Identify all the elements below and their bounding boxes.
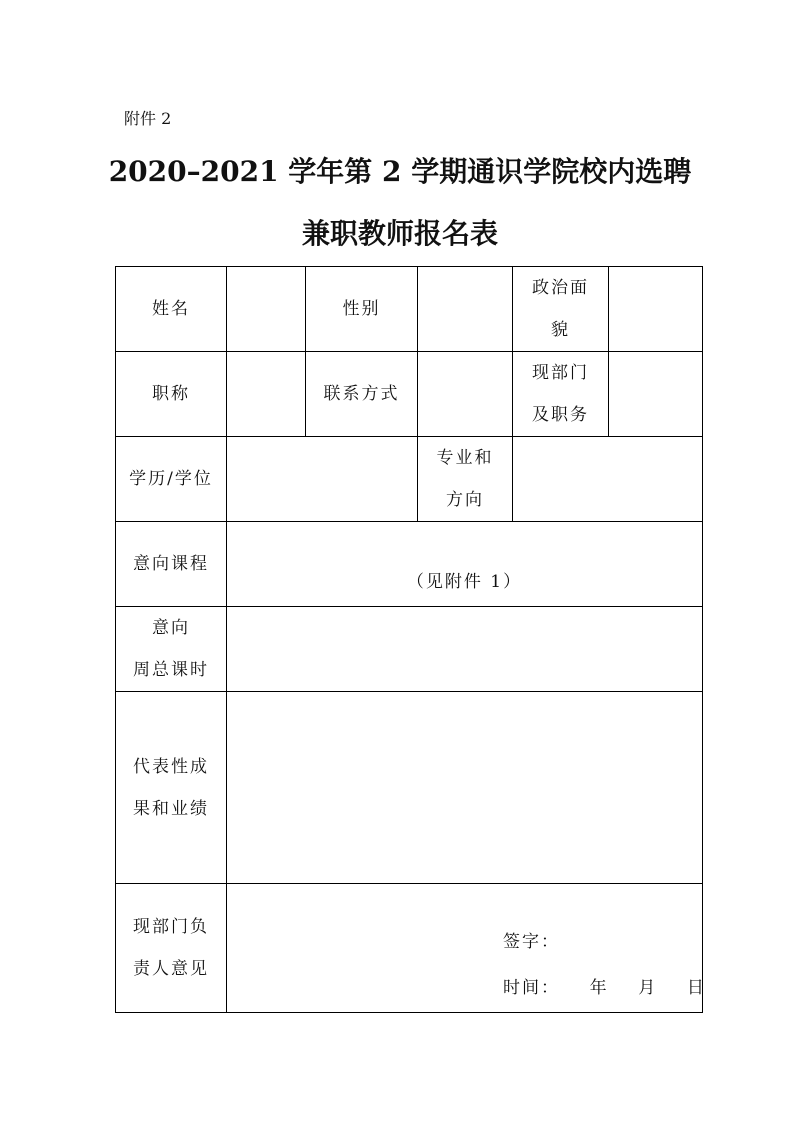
contact-field[interactable] (418, 352, 513, 437)
dept-head-opinion-field[interactable] (227, 884, 706, 1013)
political-status-field[interactable] (609, 267, 703, 352)
course-field[interactable] (227, 522, 703, 607)
education-field[interactable] (227, 437, 418, 522)
achievements-field[interactable] (227, 692, 703, 884)
major-label: 专业和 方向 (418, 437, 513, 522)
registration-form-table (115, 266, 706, 1013)
signature-label: 签字： (503, 932, 560, 952)
course-label: 意向课程 (116, 522, 227, 607)
form-title-line1: 2020–2021 学年第 2 学期通识学院校内选聘 (108, 155, 692, 188)
professional-title-label: 职称 (116, 352, 227, 437)
course-note: （见附件 1） (406, 572, 523, 592)
gender-field[interactable] (418, 267, 513, 352)
date-label: 时间： 年 月 日 (503, 978, 706, 998)
achievements-label: 代表性成 果和业绩 (116, 692, 227, 884)
form-title-line2: 兼职教师报名表 (301, 217, 498, 250)
contact-label: 联系方式 (306, 352, 418, 437)
name-field[interactable] (227, 267, 306, 352)
dept-head-label: 现部门负 责人意见 (116, 884, 227, 1013)
hours-field[interactable] (227, 607, 703, 692)
political-status-label: 政治面 貌 (513, 267, 609, 352)
major-field[interactable] (513, 437, 703, 522)
gender-label: 性别 (306, 267, 418, 352)
name-label: 姓名 (116, 267, 227, 352)
current-dept-label: 现部门 及职务 (513, 352, 609, 437)
education-label: 学历/学位 (116, 437, 227, 522)
current-dept-field[interactable] (609, 352, 703, 437)
professional-title-field[interactable] (227, 352, 306, 437)
attachment-label: 附件 2 (124, 109, 172, 128)
hours-label: 意向 周总课时 (116, 607, 227, 692)
